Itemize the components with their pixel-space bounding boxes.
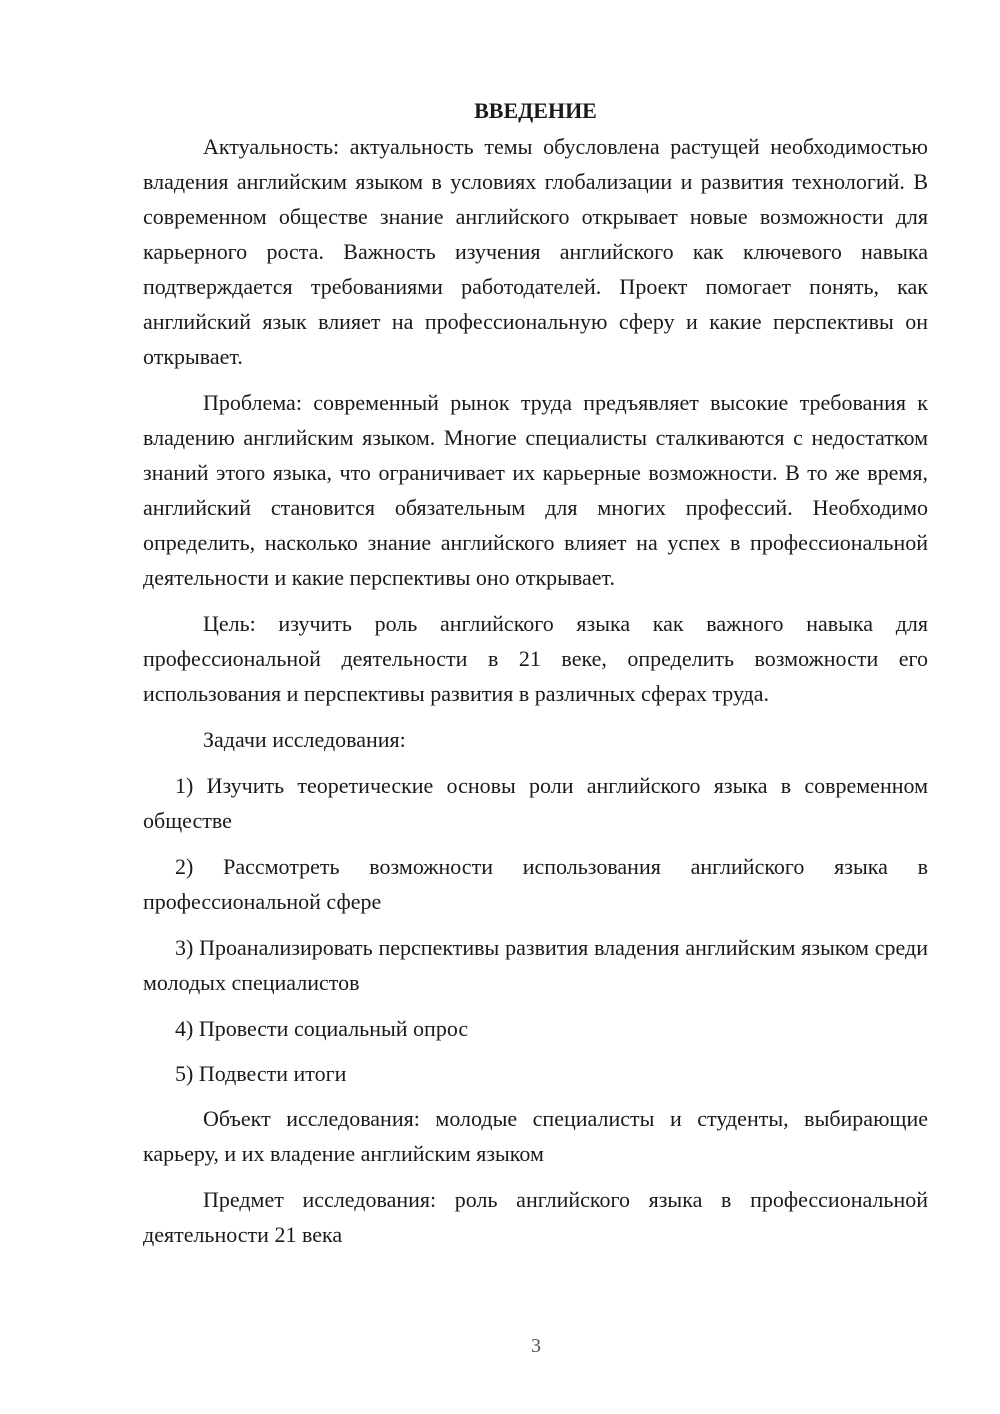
tasks-heading: Задачи исследования: — [203, 727, 406, 752]
page-title: ВВЕДЕНИЕ — [474, 98, 597, 123]
problem-paragraph: Проблема: современный рынок труда предъявляет высокие требования к владению английским языком. Многие специалисты сталкиваются с недостатком знаний этого языка, что ограничивает их карьерные возможности. В то же время, английский становится обязательным для многих профессий. Необходимо определить, насколько знание английского влияет на успех в профессиональной деятельности и какие перспективы оно открывает. — [143, 390, 928, 590]
object-paragraph: Объект исследования: молодые специалисты и студенты, выбирающие карьеру, и их владение английским языком — [143, 1106, 928, 1166]
page-content — [143, 93, 928, 1263]
task-item: 1) Изучить теоретические основы роли английского языка в современном обществе — [143, 773, 928, 833]
task-item: 3) Проанализировать перспективы развития владения английским языком среди молодых специалистов — [143, 935, 928, 995]
task-item: 5) Подвести итоги — [175, 1061, 347, 1086]
subject-paragraph: Предмет исследования: роль английского языка в профессиональной деятельности 21 века — [143, 1187, 928, 1247]
task-item: 2) Рассмотреть возможности использования английского языка в профессиональной сфере — [143, 854, 928, 914]
page-number: 3 — [531, 1335, 541, 1357]
goal-paragraph: Цель: изучить роль английского языка как важного навыка для профессиональной деятельности в 21 веке, определить возможности его использования и перспективы развития в различных сферах труда. — [143, 611, 928, 706]
task-item: 4) Провести социальный опрос — [175, 1016, 469, 1041]
relevance-paragraph: Актуальность: актуальность темы обусловлена растущей необходимостью владения английским языком в условиях глобализации и развития технологий. В современном обществе знание английского открывает новые возможности для карьерного роста. Важность изучения английского как ключевого навыка подтверждается требованиями работодателей. Проект помогает понять, как английский язык влияет на профессиональную сферу и какие перспективы он открывает. — [143, 134, 928, 369]
